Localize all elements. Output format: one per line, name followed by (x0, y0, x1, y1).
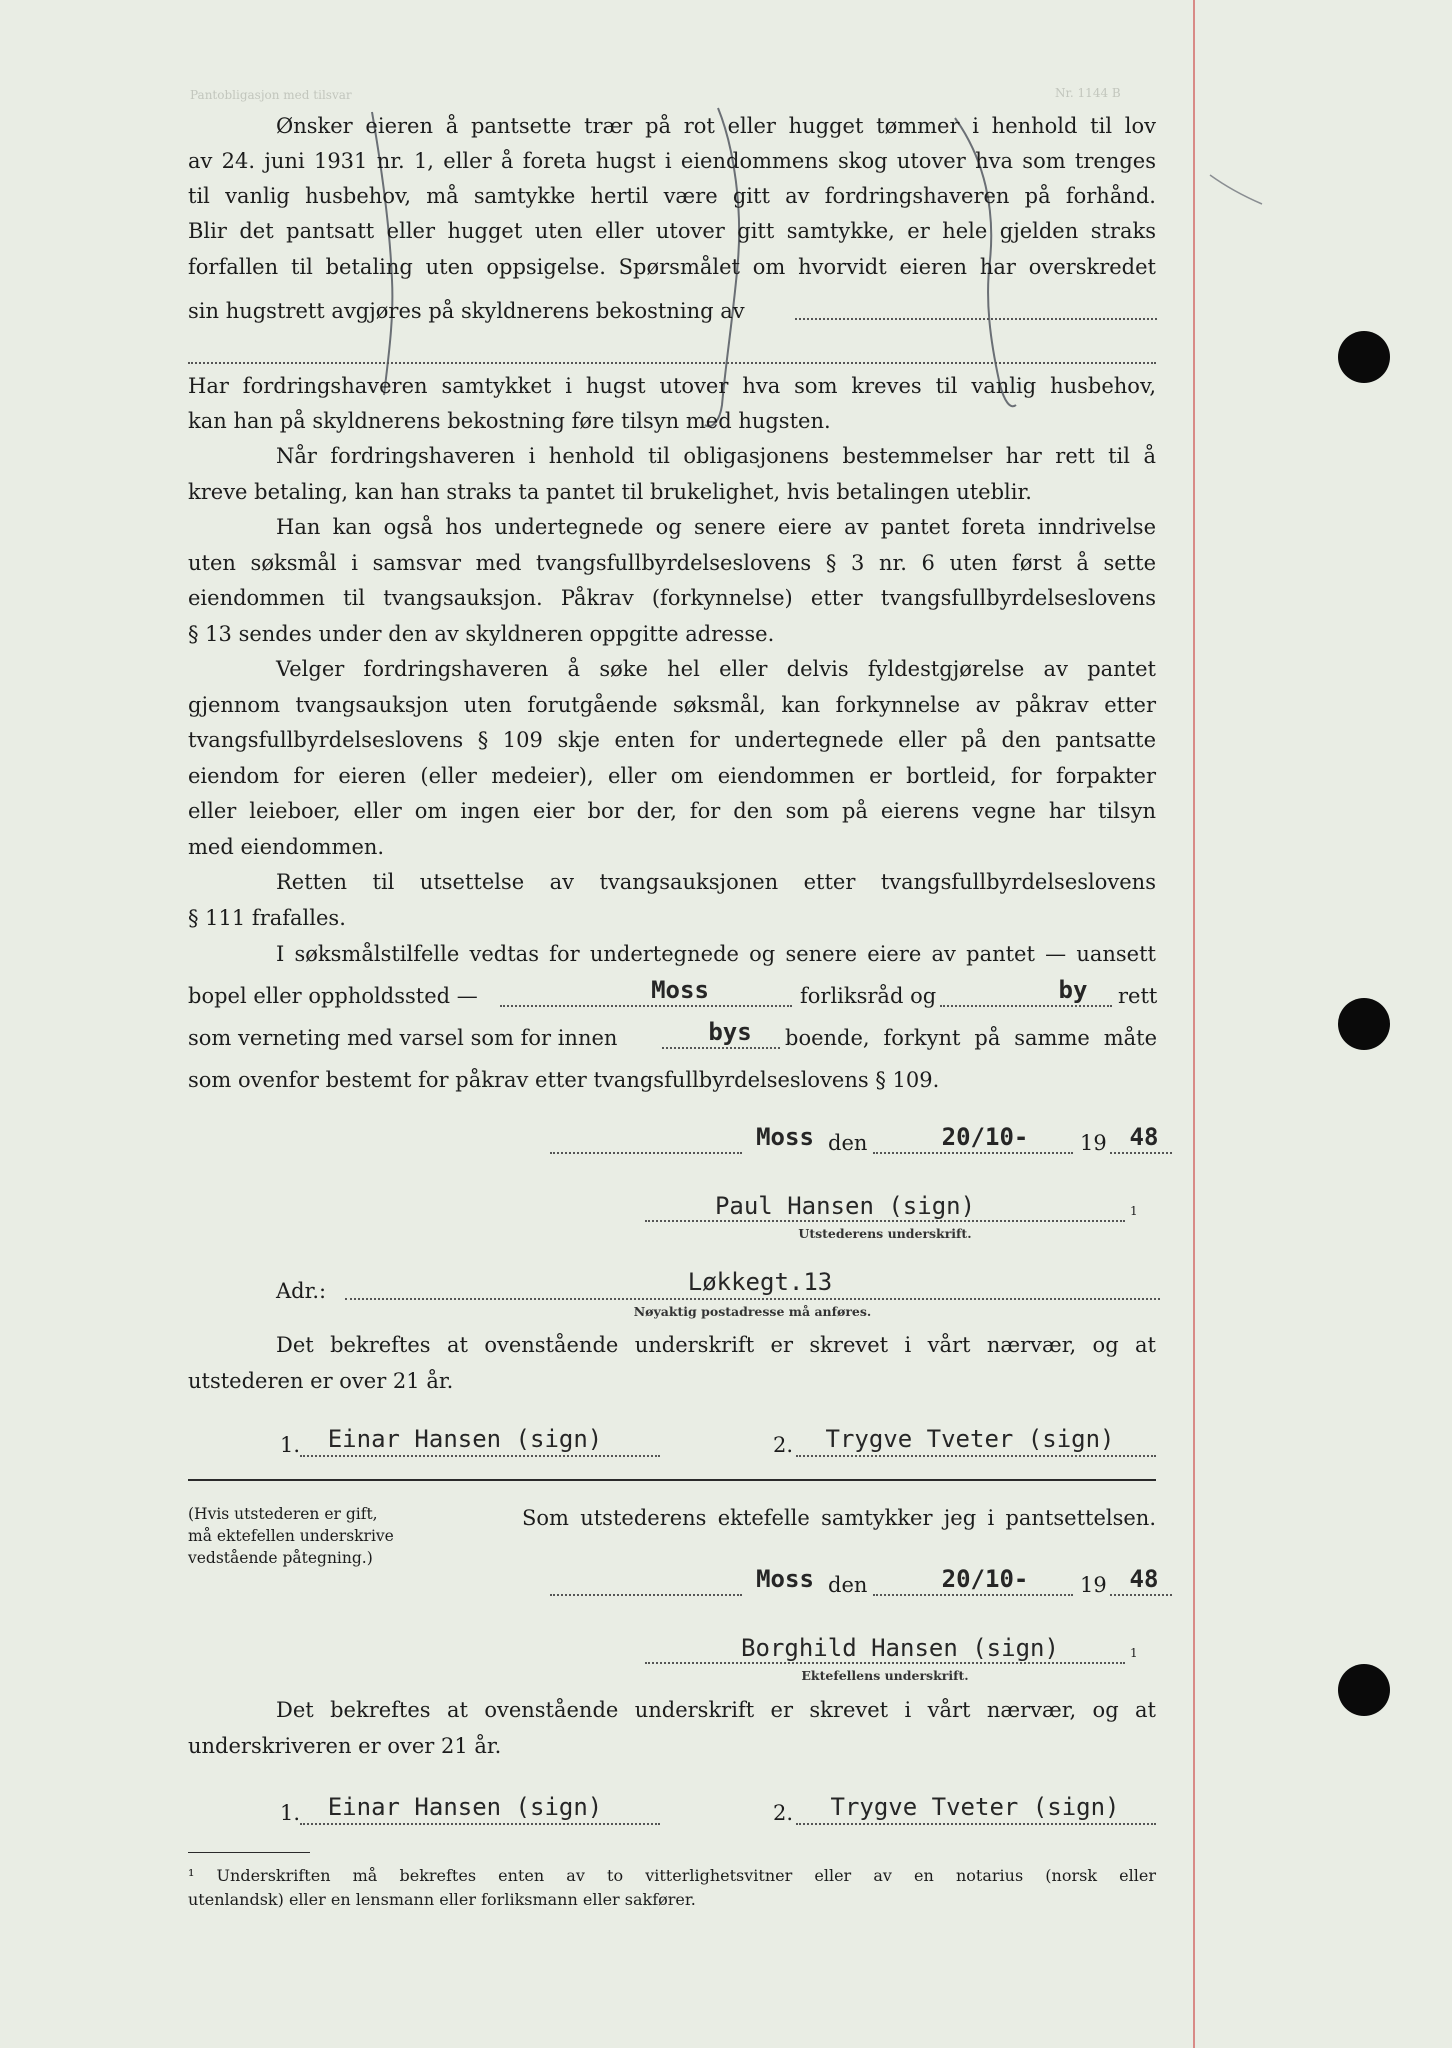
spouse-century: 19 (1080, 1573, 1107, 1597)
issuer-signature-line (645, 1220, 1125, 1222)
witness2-line-1: Det bekreftes at ovenstående underskrift er skrevet i vårt nærvær, og at (276, 1698, 1156, 1722)
hugst-dotted-line (188, 362, 1156, 364)
hugst-line-3: til vanlig husbehov, må samtykke hertil være gitt av fordringshaveren på forhånd. (188, 184, 1156, 208)
witness1-name-2: Trygve Tveter (sign) (825, 1425, 1115, 1453)
verneting-rett-field: by (1058, 976, 1088, 1004)
witness2-num-1: 1. (280, 1801, 301, 1825)
tvangsauksjon-line-3: tvangsfullbyrdelseslovens § 109 skje enten for undertegnede eller på den pantsatte (188, 728, 1156, 752)
spouse-signature-note: 1 (1130, 1646, 1138, 1660)
witness1-line-2: utstederen er over 21 år. (188, 1369, 454, 1393)
hugst-dotted-fill (795, 318, 1157, 320)
utsettelse-line-1: Retten til utsettelse av tvangsauksjonen etter tvangsfullbyrdelseslovens (276, 870, 1156, 894)
spouse-side-note (188, 1503, 394, 1569)
spouse-place-dots (550, 1594, 742, 1596)
footnote-line-1: ¹ Underskriften må bekreftes enten av to vitterlighetsvitner eller av en notarius (norsk eller (188, 1866, 1156, 1885)
tilsyn-line-2: kan han på skyldnerens bekostning føre tilsyn med hugsten. (188, 409, 831, 433)
innrivelse-line-1: Han kan også hos undertegnede og senere eiere av pantet foreta inndrivelse (276, 515, 1156, 539)
verneting-line-4: som ovenfor bestemt for påkrav etter tvangsfullbyrdelseslovens § 109. (188, 1068, 940, 1092)
address-label: Adr.: (276, 1279, 327, 1303)
issuer-year-dots (1110, 1152, 1172, 1154)
verneting-text-a: bopel eller oppholdssted — (188, 984, 478, 1008)
section-divider (188, 1479, 1156, 1481)
witness2-name-1: Einar Hansen (sign) (327, 1793, 603, 1821)
verneting-dots-3 (662, 1047, 780, 1049)
issuer-century: 19 (1080, 1131, 1107, 1155)
hugst-line-4: Blir det pantsatt eller hugget uten eller utover gitt samtykke, er hele gjelden straks (188, 219, 1156, 243)
brukelighet-line-2: kreve betaling, kan han straks ta pantet til brukelighet, hvis betalingen uteblir. (188, 480, 1032, 504)
witness2-line-2: underskriveren er over 21 år. (188, 1734, 502, 1758)
spouse-consent: Som utstederens ektefelle samtykker jeg i pantsettelsen. (522, 1506, 1156, 1530)
spouse-place: Moss (756, 1565, 814, 1593)
hugst-line-6: sin hugstrett avgjøres på skyldnerens bekostning av (188, 299, 745, 323)
tvangsauksjon-line-1: Velger fordringshaveren å søke hel eller delvis fyldestgjørelse av pantet (276, 657, 1156, 681)
issuer-signature: Paul Hansen (sign) (714, 1192, 976, 1220)
verneting-dots-2 (940, 1005, 1112, 1007)
witness2-line-a (300, 1823, 660, 1825)
address-caption: Nøyaktig postadresse må anføres. (633, 1304, 872, 1319)
innrivelse-line-3: eiendommen til tvangsauksjon. Påkrav (forkynnelse) etter tvangsfullbyrdelseslovens (188, 586, 1156, 610)
verneting-text-b: forliksråd og (800, 984, 937, 1008)
footnote-rule (188, 1852, 310, 1853)
verneting-forliksrad-field: Moss (651, 976, 709, 1004)
witness1-line-1: Det bekreftes at ovenstående underskrift er skrevet i vårt nærvær, og at (276, 1333, 1156, 1357)
tvangsauksjon-line-2: gjennom tvangsauksjon uten forutgående søksmål, kan forkynnelse av påkrav etter (188, 693, 1156, 717)
footnote-line-2: utenlandsk) eller en lensmann eller forliksmann eller sakfører. (188, 1890, 696, 1909)
spouse-signature: Borghild Hansen (sign) (741, 1634, 1059, 1662)
innrivelse-line-4: § 13 sendes under den av skyldneren oppgitte adresse. (188, 622, 775, 646)
witness2-name-2: Trygve Tveter (sign) (830, 1793, 1120, 1821)
verneting-line-1: I søksmålstilfelle vedtas for undertegnede og senere eiere av pantet — uansett (276, 942, 1156, 966)
witness1-line-b (796, 1455, 1156, 1457)
witness2-num-2: 2. (773, 1801, 794, 1825)
witness2-line-b (796, 1823, 1156, 1825)
spouse-den-label: den (828, 1573, 868, 1597)
verneting-text-c: rett (1118, 984, 1158, 1008)
issuer-den-label: den (828, 1131, 868, 1155)
issuer-year: 48 (1129, 1123, 1159, 1151)
innrivelse-line-2: uten søksmål i samsvar med tvangsfullbyrdelseslovens § 3 nr. 6 uten først å sette (188, 551, 1156, 575)
spouse-signature-line (645, 1662, 1125, 1664)
witness1-name-1: Einar Hansen (sign) (327, 1425, 603, 1453)
verneting-text-e: boende, forkynt på samme måte (785, 1026, 1157, 1050)
spouse-date: 20/10- (941, 1565, 1029, 1593)
issuer-place: Moss (756, 1123, 814, 1151)
brukelighet-line-1: Når fordringshaveren i henhold til obligasjonens bestemmelser har rett til å (276, 444, 1156, 468)
issuer-date: 20/10- (941, 1123, 1029, 1151)
hugst-line-5: forfallen til betaling uten oppsigelse. Spørsmålet om hvorvidt eieren har overskredet (188, 255, 1156, 279)
hugst-line-2: av 24. juni 1931 nr. 1, eller å foreta hugst i eiendommens skog utover hva som trenges (188, 149, 1156, 173)
spouse-year: 48 (1129, 1565, 1159, 1593)
witness1-num-1: 1. (280, 1433, 301, 1457)
side-note-line-2: må ektefellen underskrive (188, 1527, 394, 1545)
spouse-signature-caption: Ektefellens underskrift. (801, 1668, 969, 1683)
issuer-signature-caption: Utstederens underskrift. (798, 1226, 972, 1241)
utsettelse-line-2: § 111 frafalles. (188, 906, 346, 930)
verneting-text-d: som verneting med varsel som for innen (188, 1026, 618, 1050)
issuer-date-dots (873, 1152, 1073, 1154)
issuer-place-dots (550, 1152, 742, 1154)
address-value: Løkkegt.13 (687, 1268, 833, 1296)
hugst-line-1: Ønsker eieren å pantsette trær på rot eller hugget tømmer i henhold til lov (276, 114, 1156, 138)
tvangsauksjon-line-6: med eiendommen. (188, 835, 385, 859)
faded-header-left: Pantobligasjon med tilsvar (190, 88, 352, 102)
witness1-num-2: 2. (773, 1433, 794, 1457)
side-note-line-1: (Hvis utstederen er gift, (188, 1505, 378, 1523)
verneting-dots-1 (500, 1005, 792, 1007)
issuer-signature-note: 1 (1130, 1204, 1138, 1218)
verneting-boende-field: bys (708, 1018, 752, 1046)
tvangsauksjon-line-5: eller leieboer, eller om ingen eier bor der, for den som på eierens vegne har tilsyn (188, 799, 1156, 823)
address-line (345, 1298, 1160, 1300)
faded-header-right: Nr. 1144 B (1055, 86, 1121, 100)
witness1-line-a (300, 1455, 660, 1457)
tilsyn-line-1: Har fordringshaveren samtykket i hugst utover hva som kreves til vanlig husbehov, (188, 374, 1156, 398)
spouse-date-dots (873, 1594, 1073, 1596)
tvangsauksjon-line-4: eiendom for eieren (eller medeier), eller om eiendommen er bortleid, for forpakter (188, 764, 1156, 788)
spouse-year-dots (1110, 1594, 1172, 1596)
footnote (188, 1864, 1156, 1912)
side-note-line-3: vedstående påtegning.) (188, 1549, 373, 1567)
